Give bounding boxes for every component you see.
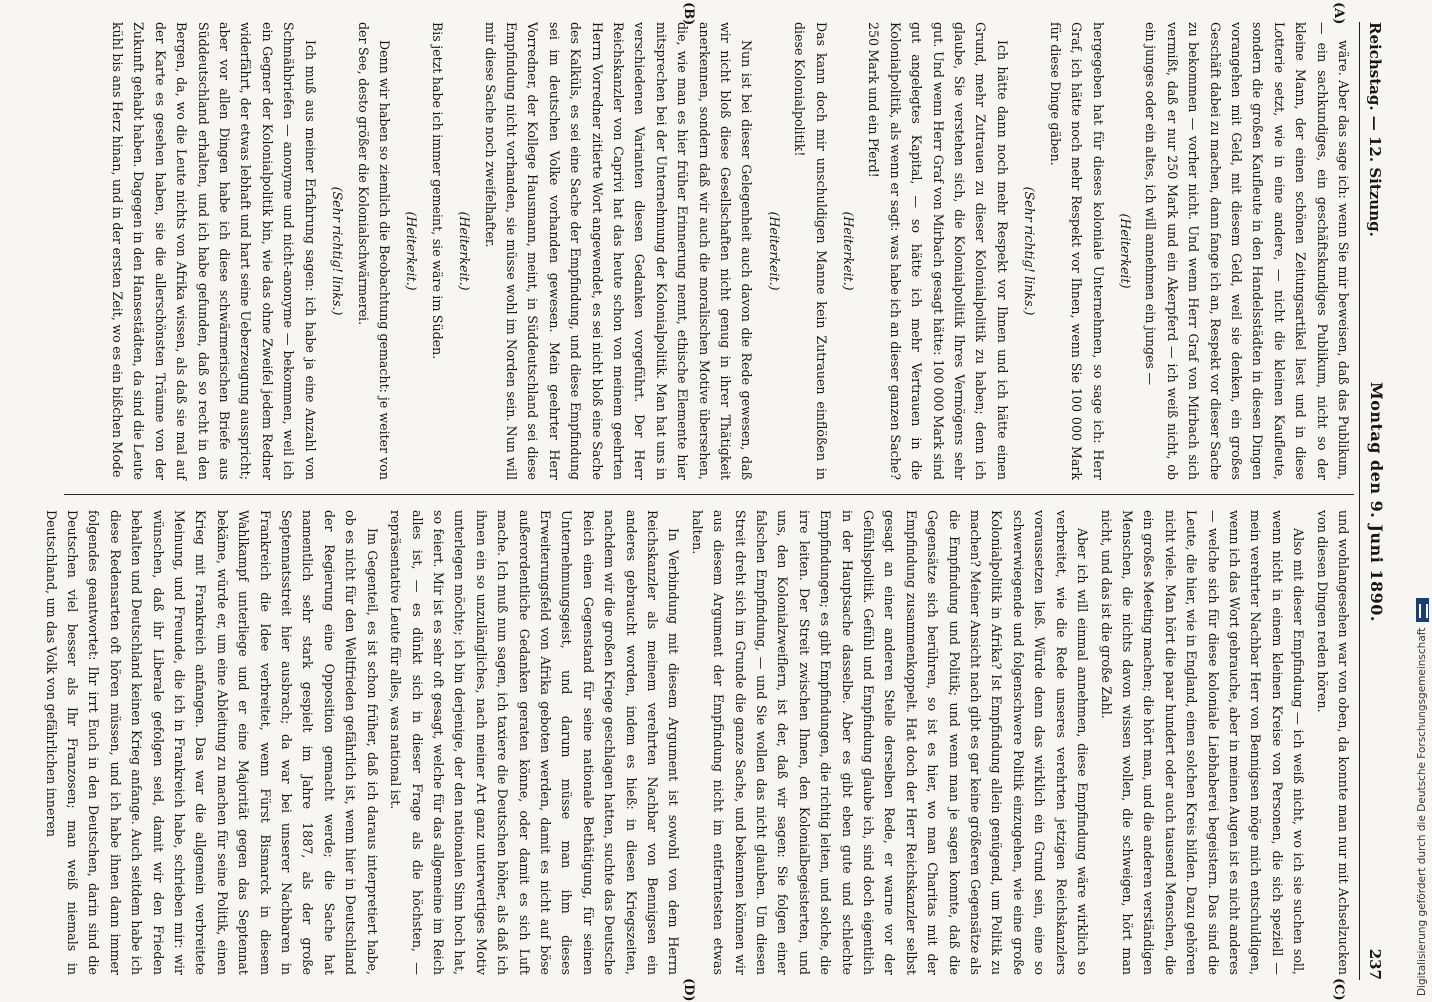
speech-paragraph: Ich hätte dann noch mehr Respekt vor Ihnen und ich hätte einen Grund, mehr Zutrauen zu dieser Kolonialpolitik zu haben; denn ich glaube, Sie verstehen sich, die Kolonialpolitik Ihres Vermögens sehr gut. Und wenn Herr Graf von Mirbach gesagt hätte: 100 000 Mark sind gut angelegtes Kapital, — so hätte ich mehr Vertrauen in die Kolonialpolitik, als wenn er sagt: was habe ich an dieser ganzen Sache? 250 Mark und ein Pferd! <box>866 22 1010 480</box>
margin-mark-c: (C) <box>1331 978 1346 1001</box>
speech-paragraph: Im Gegenteil, es ist schon früher, daß ich daraus interpretiert habe, ob es nicht für den Weltfrieden gefährlich ist, wenn hier in Deutschland der Regierung eine Opposition gemacht werde; die Sache hat namentlich sehr stark gespielt im Jahre 1887, als der große Septennatsstreit hier ausbrach; da war bei unserer Nachbaren in Frankreich die Idee verbreitet, wenn Fürst Bismarck in diesem Wahlkampf unterliege und er eine Majorität gegen das Septennat bekäme, würde er, um eine Ableitung zu machen für seine Politik, einen Krieg mit Frankreich anfangen. Das war die allgemein verbreitete Meinung, und Freunde, die ich in Frankreich habe, schrieben mir: wir wünschen, daß ihr Liberale gefolgen seid, damit wir den Frieden behalten und Deutschland keinen Krieg anfange. Auch seitdem habe ich diese Redensarten oft hören müssen, und ich habe ihnen dann immer folgendes geantwortet: Ihr irrt Euch in den Deutschen, darin sind die Deutschen viel besser als Ihr Franzosen; man weiß niemals in Deutschland, um das Volk von gefährlichen inneren <box>43 510 380 975</box>
credit-text: Digitalisierung gefördert durch die Deutsche Forschungsgemeinschaft <box>1416 627 1428 996</box>
header-title: Reichstag. — 12. Sitzung. <box>1366 22 1384 237</box>
header-date: Montag den 9. Juni 1890. <box>1367 382 1386 622</box>
digitization-credit <box>1414 576 1430 996</box>
speech-paragraph: wäre. Aber das sage ich: wenn Sie mir beweisen, daß das Publikum, — ein sachkundiges, ein geschäftskundiges Publikum, nicht so der kleine Mann, der einen schönen Zeitungsartikel liest und in diese Lotterie setzt, wie in eine andere, — nicht die kleinen Kaufleute, sondern die großen Kaufleute in den Handelsstädten in diesen Dingen vorangehen mit Geld, mit diesem Geld, weil sie denken, ein großes Geschäft dabei zu machen, dann fange ich an, Respekt vor dieser Sache zu bekommen — vorher nicht. Und wenn Herr Graf von Mirbach sich vermißt, daß er nur 250 Mark und ein Akerpferd — ich weiß nicht, ob ein junges oder ein altes, ich will annehmen ein junges — <box>1143 22 1351 480</box>
page-header <box>1359 22 1390 980</box>
margin-mark-a: (A) <box>1331 2 1346 25</box>
interjection-remark: (Sehr richtig! links.) <box>330 186 346 316</box>
interjection-remark: (Sehr richtig! links.) <box>1022 186 1038 316</box>
speech-paragraph: Aber ich will einmal annehmen, diese Empfindung wäre wirklich so verbreitet, wie die Rede unseres verehrten jetzigen Reichskanzlers voraussetzen ließ. Würde denn das wirklich ein Grund sein, eine so schwerwiegende und folgenschwere Politik einzugehen, wie eine große Kolonialpolitik in Afrika? Ist Empfindung allein genügend, um Politik zu machen? Meiner Ansicht nach gibt es gar keine größeren Gegensätze als die Empfindung und Politik; und wenn man je sagen konnte, daß die Gegensätze sich berühren, so ist es hier, wo man Charitas mit der Empfindung zusammenkoppelt. Hat doch der Herr Reichskanzler selbst gesagt an einer anderen Stelle derselben Rede, er warne vor der Gefühlspolitik. Gefühl und Empfindung glaube ich, sind doch eigentlich in der Hauptsache dasselbe. Aber es gibt eben gute und schlechte Empfindungen; es gibt Empfindungen, die richtig leiten, und solche, die irre leiten. Der Streit zwischen Ihnen, den Kolonialbegeisterten, und uns, den Kolonialzweiflern, ist der, daß wir sagen: Sie folgen einer falschen Empfindung, — und Sie wollen das nicht glauben. Um diesen Streit dreht sich im Grunde die ganze Sache, und bekennen können wir aus diesem Argument der Empfindung nicht im entferntesten etwas halten. <box>689 510 1091 975</box>
interjection-remark: (Heiterkeit.) <box>766 211 782 291</box>
speech-paragraph: Nun ist bei dieser Gelegenheit auch davon die Rede gewesen, daß wir nicht bloß diese Gesellschaften nicht genug in ihrer Thätigkeit anerkennen, sondern daß wir auch die moralischen Motive übersehen, die, wie man es hier früher Erinnerung nennt, ethische Elemente hier mitsprechen bei der Unternehmung der Kolonialpolitik. Man hat uns in verschiedenen Varianten diesen Gedanken vorgeführt. Der Herr Reichskanzler von Caprivi hat das heute schon von meinem geehrten Herrn Vorredner zitierte Wort angewendet, es sei nicht bloß eine Sache des Kalküls, es sei eine Sache der Empfindung, und diese Empfindung sei im deutschen Volke vorhanden gewesen. Mein geehrter Herr Vorredner, der Kollege Hausmann, meint, in Süddeutschland sei diese Empfindung nicht vorhanden, sie müsse wohl im Norden sein. Nun will mir diese Sache noch zweifelhafter. <box>482 22 755 480</box>
speech-paragraph: und wohlangesehen war von oben, da konnte man nur mit Achselzucken von diesen Dingen reden hören. <box>1314 510 1351 975</box>
speech-paragraph: Denn wir haben so ziemlich die Beobachtung gemacht: je weiter von der See, desto größer die Kolonialschwärmerei. <box>355 22 392 480</box>
margin-mark-d: (D) <box>681 978 696 1002</box>
column-divider <box>64 494 1354 495</box>
interjection-remark: (Heiterkeit.) <box>404 211 420 291</box>
page-number: 237 <box>1366 948 1384 980</box>
interjection-remark: (Heiterkeit) <box>1117 213 1133 289</box>
speech-paragraph: Bis jetzt habe ich immer gemeint, sie wäre im Süden. <box>429 22 445 360</box>
interjection-remark: (Heiterkeit.) <box>841 211 857 291</box>
left-text-column <box>64 22 1354 480</box>
speech-paragraph: In Verbindung mit diesem Argument ist sowohl von dem Herrn Reichskanzler als meinem verehrten Nachbar von Bennigsen ein anderes gebraucht worden, indem es hieß: in diesen Kriegszeiten, nachdem wir die großen Kriege geschlagen hatten, suchte das Deutsche Reich einen Gegenstand für seine nationale Bethätigung, für seinen Unternehmungsgeist, und darum müsse man ihm dieses Erweiterungsfeld von Afrika geboten werden, damit es nicht auf böse außerordentliche Gedanken geraten könne, oder damit es sich Luft mache. Ich muß nun sagen, ich taxiere die Deutschen höher, als daß ich ihnen ein so unzulängliches, nach meiner Art ganz unterwertiges Motiv unterlegen möchte; ich bin derjenige, der den nationalen Sinn hoch hat, so feiert. Mir ist es sehr oft gesagt, welche für das allgemeine im Reich alles ist, — es dünkt sich in dieser Frage als die höchsten, — repräsentative Leute für alles, was national ist. <box>388 510 682 975</box>
margin-mark-b: (B) <box>681 2 696 26</box>
speech-paragraph: Das kann doch mir unschuldigen Manne kein Zutrauen einflößen in diese Kolonialpolitik! <box>792 22 829 480</box>
speech-paragraph: Ich muß aus meiner Erfahrung sagen: ich habe ja eine Anzahl von Schmähbriefen — anonyme und nicht-anonyme — bekommen, weil ich ein Gegner der Kolonialpolitik bin, wie das ohne Zweifel jedem Redner widerfährt, der etwas lebhaft und hart seine Ueberzeugung ausspricht; aber vor allen Dingen habe ich diese schwärmerischen Briefe aus Süddeutschland erhalten, und ich habe gefunden, daß so recht in den Bergen, da, wo die Leute nichts von Afrika wissen, als daß sie mal auf der Karte es gesehen haben, sie die allerschönsten Träume von der Zukunft gehabt haben. Dagegen in den Hansestädten, da sind die Leute kühl bis ans Herz hinan, und in der ersten Zeit, wo es ein bißchen Mode <box>110 22 318 480</box>
speech-paragraph: hergegeben hat für dieses koloniale Unternehmen, so sage ich: Herr Graf, ich hätte noch mehr Respekt vor Ihnen, wenn Sie 100 000 Mark für diese Dinge gäben. <box>1047 22 1106 480</box>
speech-paragraph: Also mit dieser Empfindung — ich weiß nicht, wo ich sie suchen soll, wenn nicht in einem kleinen Kreise von Personen, die sich speziell — mein verehrter Nachbar Herr von Bennigsen möge mich entschuldigen, wenn ich das Wort gebrauche, aber in meinen Augen ist es nicht anderes — welche sich für diese koloniale Liebhaberei begeistern. Das sind die Leute, die hier, wie in England, einen solchen Kreis bilden. Dazu gehören nicht viele. Man hört die paar hundert oder auch tausend Menschen, die ein großes Meeting machen; die hört man, und die anderen verständigen Menschen, die nichts davon wissen wollen, die schweigen, hört man nicht, und das ist die große Zahl. <box>1098 510 1307 975</box>
right-text-column <box>43 510 1354 975</box>
dfg-logo-icon <box>1416 598 1429 622</box>
interjection-remark: (Heiterkeit.) <box>457 211 473 291</box>
